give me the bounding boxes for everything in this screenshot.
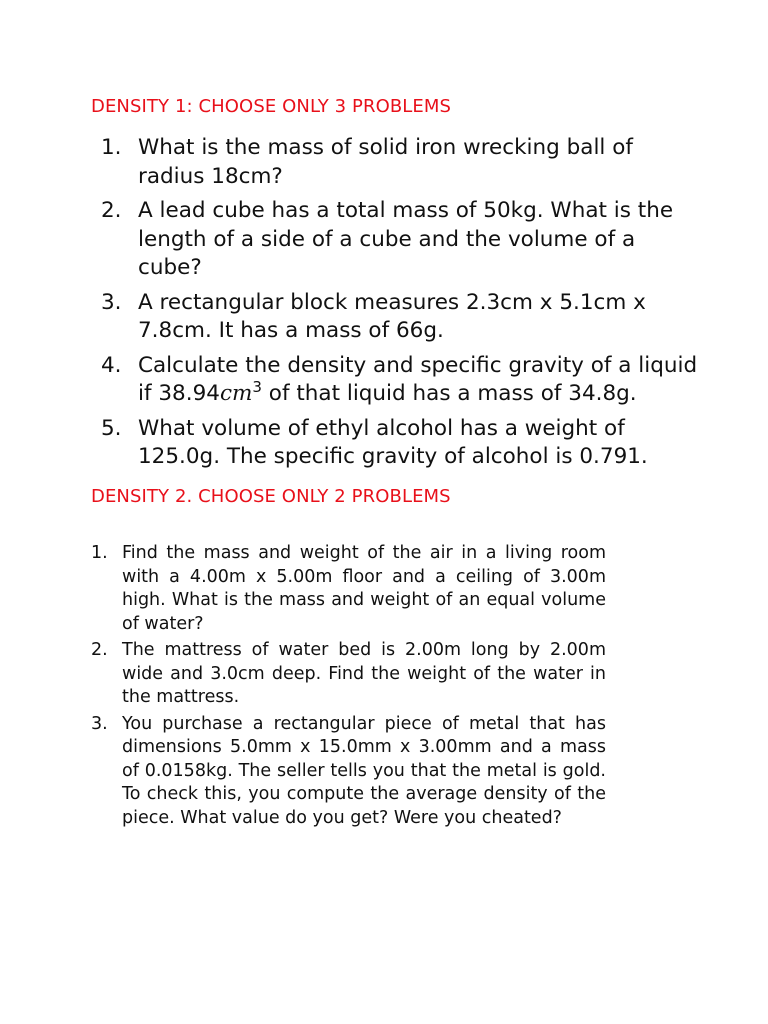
problem-text: The mattress of water bed is 2.00m long by 2.00m wide and 3.0cm deep. Find the weight of the water in the mattress. <box>122 640 606 707</box>
problem-text-before: Calculate the density and specific gravity of a liquid if 38.94 <box>138 352 698 406</box>
problem-text: A lead cube has a total mass of 50kg. What is the length of a side of a cube and the volume of a cube? <box>138 198 674 280</box>
list-item <box>101 289 701 346</box>
problem-text: A rectangular block measures 2.3cm x 5.1cm x 7.8cm. It has a mass of 66g. <box>138 289 646 343</box>
problem-number: 5. <box>101 415 122 441</box>
problem-text <box>138 353 697 407</box>
problem-number: 1. <box>101 135 122 160</box>
problem-number: 3. <box>91 713 108 734</box>
problem-text: What volume of ethyl alcohol has a weight of 125.0g. The specific gravity of alcohol is 0.791. <box>138 415 648 469</box>
math-unit: cm <box>219 381 253 406</box>
section-2-problem-list <box>91 542 606 830</box>
problem-text: What is the mass of solid iron wrecking ball of radius 18cm? <box>138 135 633 189</box>
section-1-problem-list <box>101 134 701 472</box>
problem-number: 1. <box>91 543 108 563</box>
list-item <box>91 713 606 831</box>
problem-number: 2. <box>101 198 122 223</box>
problem-text: Find the mass and weight of the air in a living room with a 4.00m x 5.00m floor and a ceiling of 3.00m high. What is the mass and weight of an equal volume of water? <box>122 543 606 634</box>
problem-number: 3. <box>101 289 122 315</box>
list-item <box>91 542 606 636</box>
problem-text-after: of that liquid has a mass of 34.8g. <box>261 381 637 406</box>
list-item <box>101 352 701 409</box>
section-2-heading: DENSITY 2. CHOOSE ONLY 2 PROBLEMS <box>91 486 451 507</box>
list-item <box>91 639 606 710</box>
problem-text: You purchase a rectangular piece of metal that has dimensions 5.0mm x 15.0mm x 3.00mm and a mass of 0.0158kg. The seller tells you that the metal is gold. To check this, you compute the average density of the piece. What value do you get? Were you cheated? <box>122 713 606 828</box>
list-item <box>101 197 701 283</box>
problem-number: 2. <box>91 640 108 660</box>
list-item <box>101 415 701 472</box>
problem-number: 4. <box>101 352 122 378</box>
math-exponent: 3 <box>252 377 262 396</box>
section-1-heading: DENSITY 1: CHOOSE ONLY 3 PROBLEMS <box>91 96 452 117</box>
list-item <box>101 134 701 191</box>
